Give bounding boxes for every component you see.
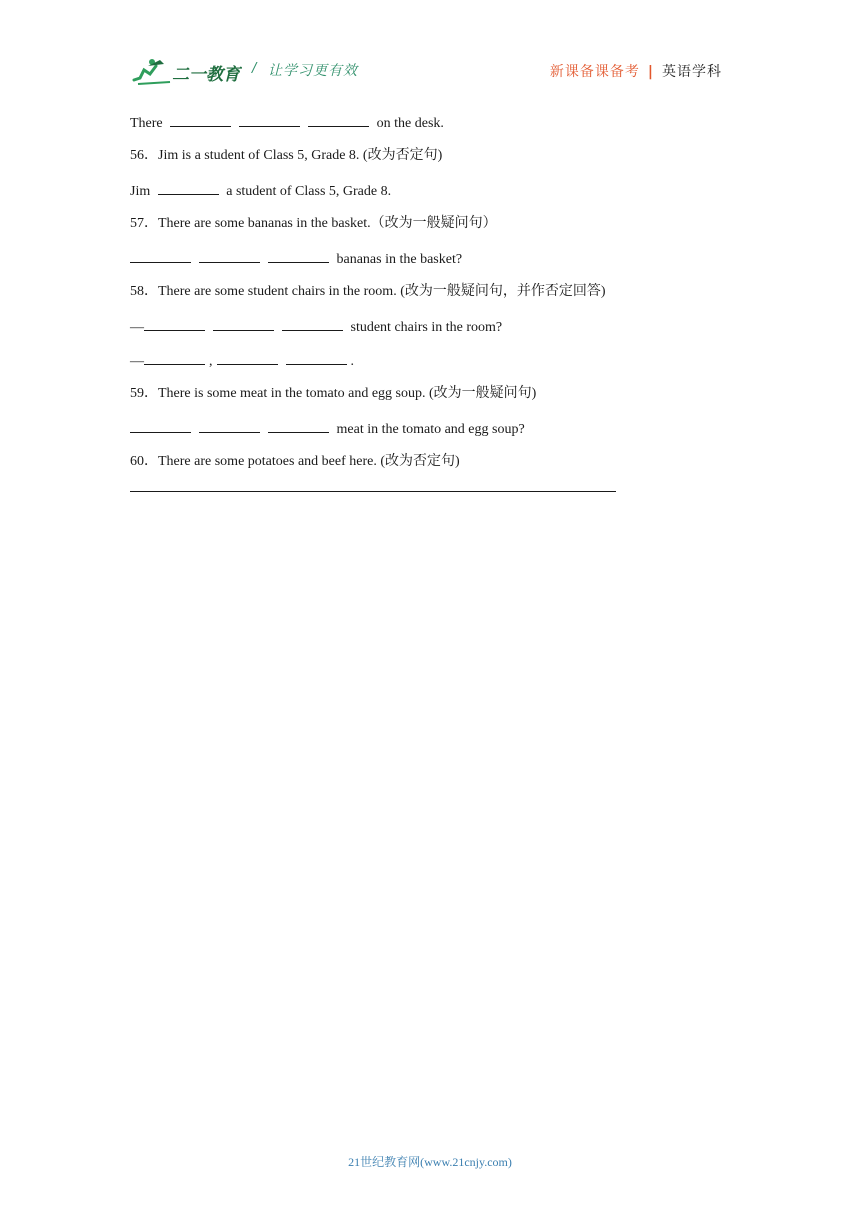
logo-text: 二一教育 (172, 65, 240, 85)
brand-logo (130, 56, 242, 88)
question-57: 57．There are some bananas in the basket.（改为一般疑问句） (130, 216, 497, 231)
blank-field[interactable] (308, 112, 369, 127)
period: . (350, 354, 354, 369)
page-header (0, 0, 860, 100)
blank-field[interactable] (144, 316, 205, 331)
question-56: 56．Jim is a student of Class 5, Grade 8. (改为否定句) (130, 148, 443, 163)
header-subject: 英语学科 (662, 64, 722, 80)
blank-field[interactable] (199, 248, 260, 263)
answer-line-56 (130, 180, 730, 214)
blank-field[interactable] (268, 418, 329, 433)
blank-field[interactable] (170, 112, 231, 127)
answer-line-58-question (130, 316, 730, 350)
header-slash: / (252, 61, 257, 76)
header-separator: | (647, 64, 654, 80)
line-text: meat in the tomato and egg soup? (336, 422, 525, 437)
blank-field[interactable] (130, 248, 191, 263)
answer-line-55 (130, 112, 730, 146)
question-58: 58．There are some student chairs in the room. (改为一般疑问句，并作否定回答) (130, 284, 606, 299)
question-59: 59．There is some meat in the tomato and egg soup. (改为一般疑问句) (130, 386, 537, 401)
blank-field[interactable] (199, 418, 260, 433)
header-course-label (550, 61, 722, 81)
blank-field[interactable] (268, 248, 329, 263)
blank-field[interactable] (282, 316, 343, 331)
answer-line-57 (130, 248, 730, 282)
blank-field[interactable] (217, 350, 278, 365)
line-text: There (130, 116, 163, 131)
blank-field[interactable] (239, 112, 300, 127)
page-footer: 21世纪教育网(www.21cnjy.com) (348, 1155, 512, 1169)
line-text: student chairs in the room? (350, 320, 503, 335)
blank-field[interactable] (130, 418, 191, 433)
blank-field[interactable] (144, 350, 205, 365)
answer-line-60[interactable] (130, 491, 616, 492)
answer-line-58-reply (130, 350, 730, 384)
header-slogan: 让学习更有效 (268, 63, 358, 79)
question-60: 60．There are some potatoes and beef here. (改为否定句) (130, 454, 460, 469)
comma: , (209, 354, 213, 369)
header-course-type: 新课备课备考 (549, 64, 640, 80)
answer-line-59 (130, 418, 730, 452)
line-text: on the desk. (376, 116, 444, 131)
line-text: bananas in the basket? (336, 252, 463, 267)
blank-field[interactable] (213, 316, 274, 331)
blank-field[interactable] (286, 350, 347, 365)
line-text: a student of Class 5, Grade 8. (226, 184, 392, 199)
dash: — (130, 354, 144, 369)
exercise-body (130, 112, 730, 492)
line-text: Jim (130, 184, 151, 199)
dash: — (130, 320, 144, 335)
blank-field[interactable] (158, 180, 219, 195)
